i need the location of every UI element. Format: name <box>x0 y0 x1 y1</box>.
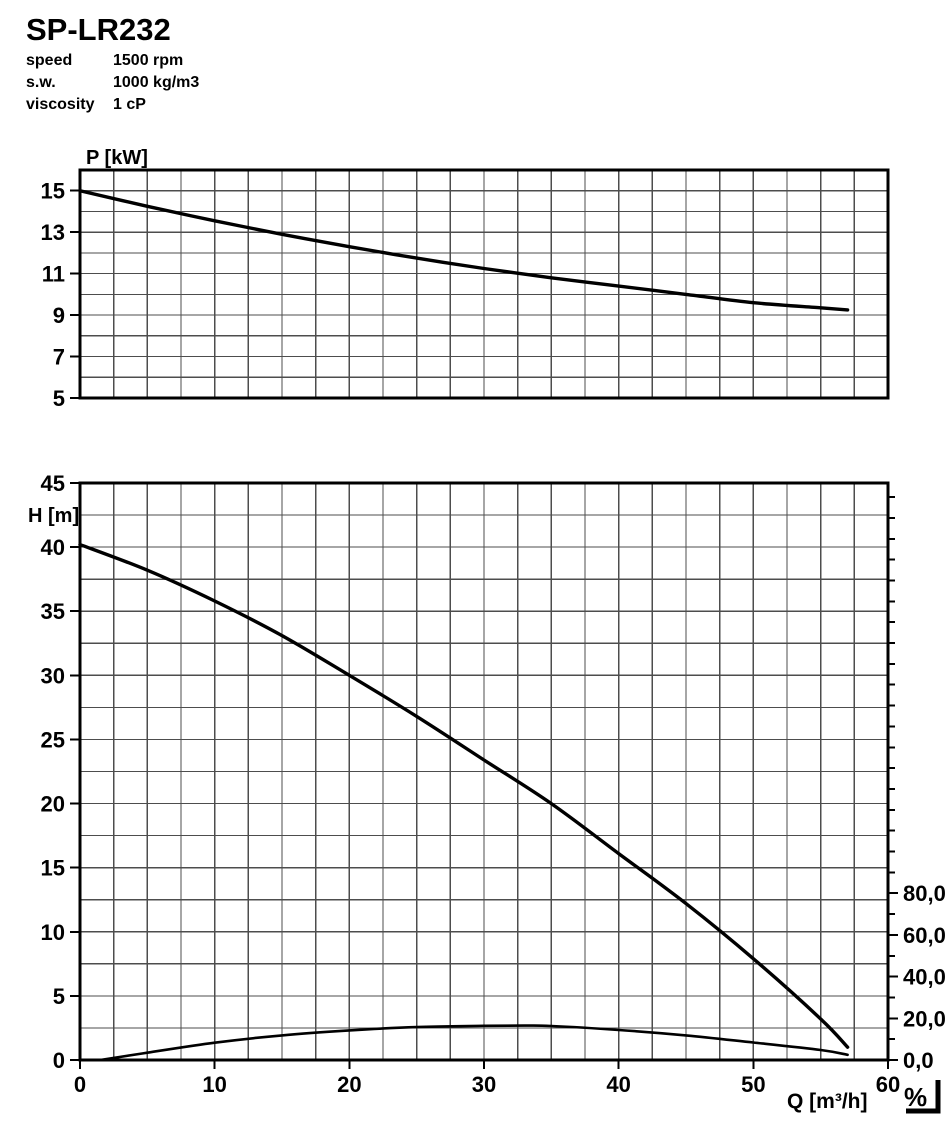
spec-sw-value: 1000 kg/m3 <box>113 74 200 91</box>
svg-text:10: 10 <box>202 1072 227 1097</box>
percent-axis-title: % <box>904 1082 928 1112</box>
svg-text:40,0: 40,0 <box>903 964 946 990</box>
svg-text:60: 60 <box>875 1072 901 1097</box>
svg-text:50: 50 <box>741 1072 766 1097</box>
svg-text:45: 45 <box>40 471 65 496</box>
spec-table <box>26 50 199 116</box>
svg-text:35: 35 <box>40 599 65 625</box>
svg-text:13: 13 <box>40 220 65 246</box>
power-vs-flow-gridlines <box>80 170 888 398</box>
svg-text:0: 0 <box>73 1072 87 1097</box>
svg-text:15: 15 <box>40 855 65 881</box>
svg-text:40: 40 <box>40 535 65 561</box>
head-efficiency-vs-flow-curves <box>80 545 848 1060</box>
svg-text:5: 5 <box>52 983 65 1009</box>
spec-sw-label: s.w. <box>26 74 56 91</box>
svg-text:40: 40 <box>606 1072 631 1097</box>
efficiency-curve <box>100 1026 847 1060</box>
percent-axis-corner-mark <box>898 1074 950 1120</box>
svg-text:60,0: 60,0 <box>903 922 946 948</box>
svg-text:30: 30 <box>40 663 65 689</box>
head-efficiency-vs-flow-gridlines <box>80 483 888 1060</box>
svg-text:25: 25 <box>40 727 65 753</box>
page-title: SP-LR232 <box>26 12 171 47</box>
svg-text:5: 5 <box>52 386 65 411</box>
head-efficiency-vs-flow-axes <box>41 471 946 1097</box>
svg-text:9: 9 <box>52 303 65 329</box>
head-axis-title: H [m] <box>28 505 80 527</box>
spec-row-viscosity <box>26 94 199 116</box>
spec-viscosity-label: viscosity <box>26 96 95 113</box>
power-axis-title: P [kW] <box>86 147 148 169</box>
svg-text:30: 30 <box>471 1072 497 1097</box>
power-chart <box>0 130 952 430</box>
spec-row-sw <box>26 72 199 94</box>
spec-row-speed <box>26 50 199 72</box>
power-vs-flow-curves <box>80 191 848 310</box>
svg-text:20: 20 <box>337 1072 362 1097</box>
svg-text:20: 20 <box>40 791 65 817</box>
svg-text:10: 10 <box>40 919 65 945</box>
svg-text:7: 7 <box>52 344 65 370</box>
spec-speed-value: 1500 rpm <box>113 52 184 69</box>
spec-viscosity-value: 1 cP <box>113 96 146 113</box>
head-curve <box>80 545 848 1048</box>
svg-text:15: 15 <box>40 178 65 204</box>
svg-text:80,0: 80,0 <box>903 881 946 907</box>
power-vs-flow-axes <box>41 179 80 411</box>
power-curve <box>80 191 848 310</box>
svg-text:11: 11 <box>41 261 65 287</box>
spec-speed-label: speed <box>26 52 73 69</box>
head-efficiency-chart <box>0 440 952 1128</box>
svg-text:0,0: 0,0 <box>903 1048 934 1073</box>
svg-text:20,0: 20,0 <box>903 1006 946 1032</box>
flow-axis-title: Q [m³/h] <box>787 1090 868 1113</box>
svg-text:0: 0 <box>52 1048 65 1073</box>
